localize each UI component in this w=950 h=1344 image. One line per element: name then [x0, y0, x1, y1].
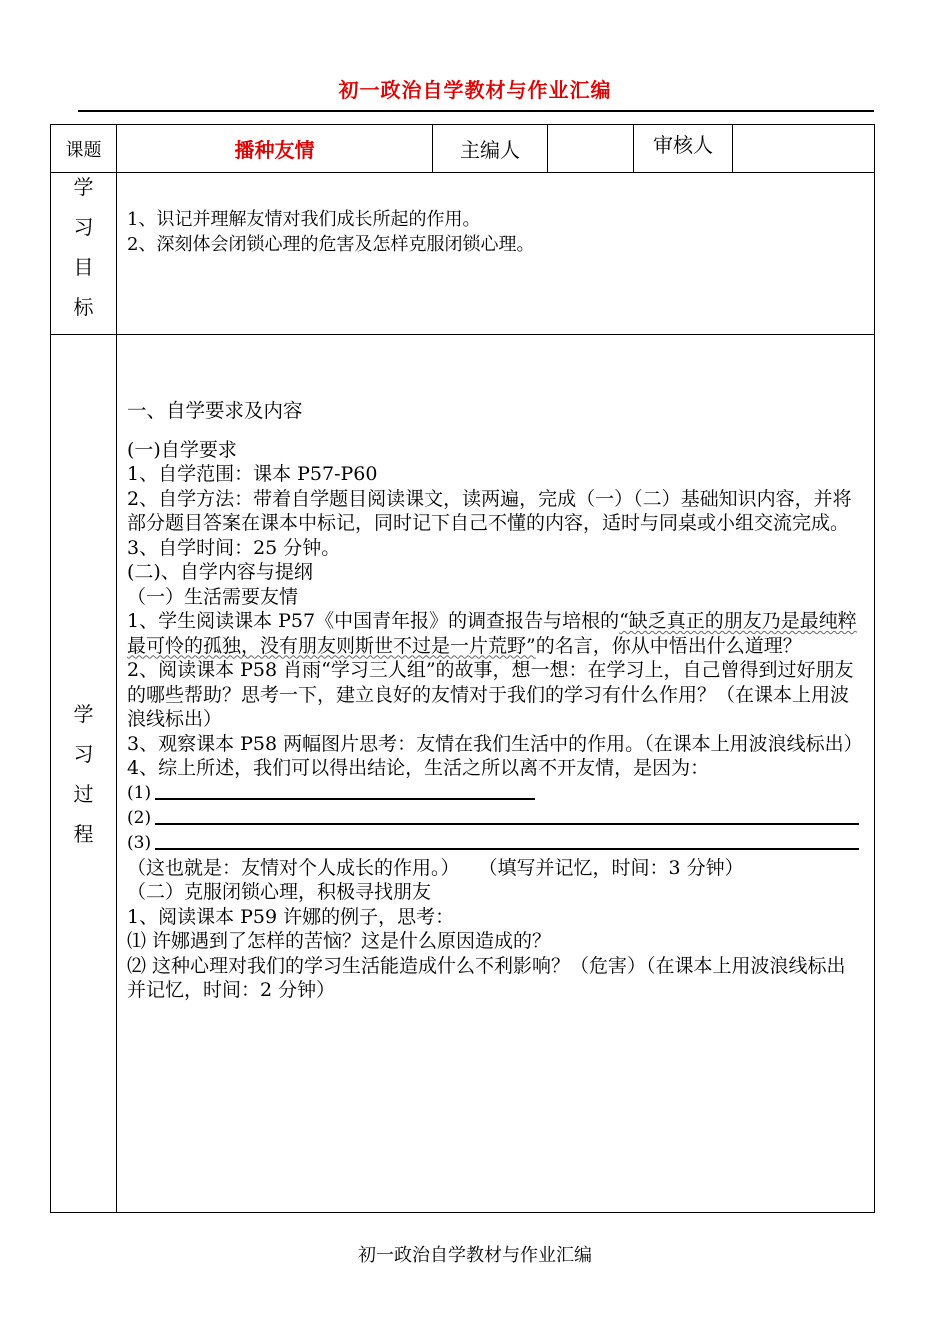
requirements-title: (一)自学要求 [127, 438, 237, 461]
process-label-char: 程 [73, 821, 94, 846]
question-3: 3、观察课本 P58 两幅图片思考：友情在我们生活中的作用。（在课本上用波浪线标出） [127, 732, 863, 755]
answer-blank [127, 806, 864, 831]
process-label-char: 学 [73, 701, 94, 726]
process-label-char: 过 [73, 781, 94, 806]
bacon-quote: “缺乏真正的朋友乃是最纯粹最可怜的孤独，没有朋友则斯世不过是一片荒野” [127, 610, 857, 657]
blank-number: (3) [127, 833, 152, 853]
header-rule [78, 110, 874, 112]
blank-number: (2) [127, 808, 152, 828]
section-heading: 一、自学要求及内容 [127, 399, 303, 422]
blank-rule [155, 798, 535, 800]
requirement-scope: 1、自学范围：课本 P57-P60 [127, 463, 378, 485]
fill-note: （这也就是：友情对个人成长的作用。） （填写并记忆，时间：3 分钟） [127, 856, 744, 879]
question-4: 4、综上所述，我们可以得出结论，生活之所以离不开友情，是因为： [127, 757, 710, 779]
question-1-text: 的名言，你从中悟出什么道理？ [535, 634, 802, 657]
goals-label-char: 目 [73, 255, 94, 279]
lesson-table [50, 124, 875, 1213]
goals-label-char: 学 [73, 175, 94, 199]
goals-label-char: 标 [73, 295, 94, 319]
part1-title: （一）生活需要友情 [127, 585, 299, 608]
process-content [117, 335, 875, 1213]
question-1 [127, 609, 864, 658]
goals-label-char: 习 [73, 215, 94, 239]
part2-question-1-1: ⑴ 许娜遇到了怎样的苦恼？这是什么原因造成的？ [127, 930, 552, 952]
goals-content [117, 173, 875, 335]
blank-rule [155, 848, 859, 850]
header-row [51, 125, 875, 173]
question-1-text: 1、学生阅读课本 P57《中国青年报》的调查报告与培根的 [127, 610, 620, 632]
editor-value [548, 125, 634, 173]
process-label-char: 习 [73, 741, 94, 766]
document-footer-title: 初一政治自学教材与作业汇编 [358, 1245, 592, 1266]
part2-question-1: 1、阅读课本 P59 许娜的例子，思考： [127, 905, 455, 928]
goals-row [51, 173, 875, 335]
question-2: 2、阅读课本 P58 肖雨“学习三人组”的故事，想一想：在学习上，自己曾得到过好朋友的哪些帮助？思考一下，建立良好的友情对于我们的学习有什么作用？（在课本上用波浪线标出） [127, 659, 854, 730]
process-row [51, 335, 875, 1213]
editor-label: 主编人 [433, 125, 548, 173]
content-title: (二)、自学内容与提纲 [127, 561, 313, 583]
process-label [51, 335, 117, 1213]
blank-number: (1) [127, 783, 152, 803]
reviewer-label: 审核人 [634, 125, 733, 173]
reviewer-value [733, 125, 875, 173]
answer-blank [127, 781, 864, 806]
part2-question-1-2: ⑵ 这种心理对我们的学习生活能造成什么不利影响？（危害）（在课本上用波浪线标出并记忆，时间：2 分钟） [127, 954, 846, 1001]
goal-item: 1、识记并理解友情对我们成长所起的作用。 [127, 209, 481, 230]
topic-value: 播种友情 [117, 125, 433, 173]
part2-title: （二）克服闭锁心理，积极寻找朋友 [127, 881, 432, 903]
goals-label [51, 173, 117, 335]
requirement-time: 3、自学时间：25 分钟。 [127, 536, 341, 559]
topic-label: 课题 [51, 125, 117, 173]
document-header-title: 初一政治自学教材与作业汇编 [338, 78, 612, 102]
requirement-method: 2、自学方法：带着自学题目阅读课文，读两遍，完成（一）（二）基础知识内容，并将部分题目答案在课本中标记，同时记下自己不懂的内容，适时与同桌或小组交流完成。 [127, 487, 852, 534]
goal-item: 2、深刻体会闭锁心理的危害及怎样克服闭锁心理。 [127, 234, 535, 255]
blank-rule [155, 823, 859, 825]
answer-blank [127, 831, 864, 856]
